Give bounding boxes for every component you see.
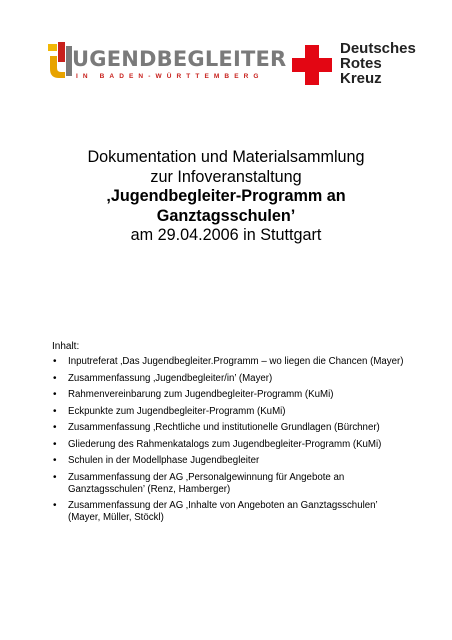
document-title xyxy=(30,148,422,246)
list-item: • Inputreferat ‚Das Jugendbegleiter.Programm – wo liegen die Chancen (Mayer) xyxy=(52,356,412,368)
jugendbegleiter-logo xyxy=(48,42,287,86)
title-line-4: Ganztagsschulen’ xyxy=(156,206,296,225)
list-item: • Gliederung des Rahmenkatalogs zum Jugendbegleiter-Programm (KuMi) xyxy=(52,439,412,451)
list-item: • Rahmenvereinbarung zum Jugendbegleiter-Programm (KuMi) xyxy=(52,389,412,401)
drk-line-1: Deutsches xyxy=(340,40,416,57)
drk-logo xyxy=(292,41,432,89)
list-item: • Zusammenfassung der AG ‚Inhalte von Angeboten an Ganztagsschulen’ (Mayer, Müller, Stöckl) xyxy=(52,500,412,524)
list-item: • Zusammenfassung der AG ‚Personalgewinnung für Angebote an Ganztagsschulen’ (Renz, Hamberger) xyxy=(52,472,412,496)
contents-list xyxy=(52,356,412,529)
drk-line-3: Kreuz xyxy=(340,70,382,87)
title-line-3: ‚Jugendbegleiter-Programm an xyxy=(106,187,346,206)
title-line-1: Dokumentation und Materialsammlung xyxy=(87,148,365,166)
title-line-5: am 29.04.2006 in Stuttgart xyxy=(130,226,322,245)
list-item: • Eckpunkte zum Jugendbegleiter-Programm (KuMi) xyxy=(52,406,412,418)
jugendbegleiter-subline: IN BADEN-WÜRTTEMBERG xyxy=(76,73,264,80)
contents-heading: Inhalt: xyxy=(52,341,80,352)
title-line-2: zur Infoveranstaltung xyxy=(150,167,302,186)
jugendbegleiter-j-mark-icon xyxy=(48,42,74,78)
drk-line-2: Rotes xyxy=(340,55,382,72)
list-item: • Zusammenfassung ‚Rechtliche und institutionelle Grundlagen (Bürchner) xyxy=(52,422,412,434)
jugendbegleiter-wordmark: UGENDBEGLEITER xyxy=(72,47,287,71)
red-cross-icon xyxy=(292,45,332,85)
list-item: • Schulen in der Modellphase Jugendbegleiter xyxy=(52,455,412,467)
list-item: • Zusammenfassung ‚Jugendbegleiter/in’ (Mayer) xyxy=(52,373,412,385)
drk-wordmark xyxy=(340,41,416,86)
